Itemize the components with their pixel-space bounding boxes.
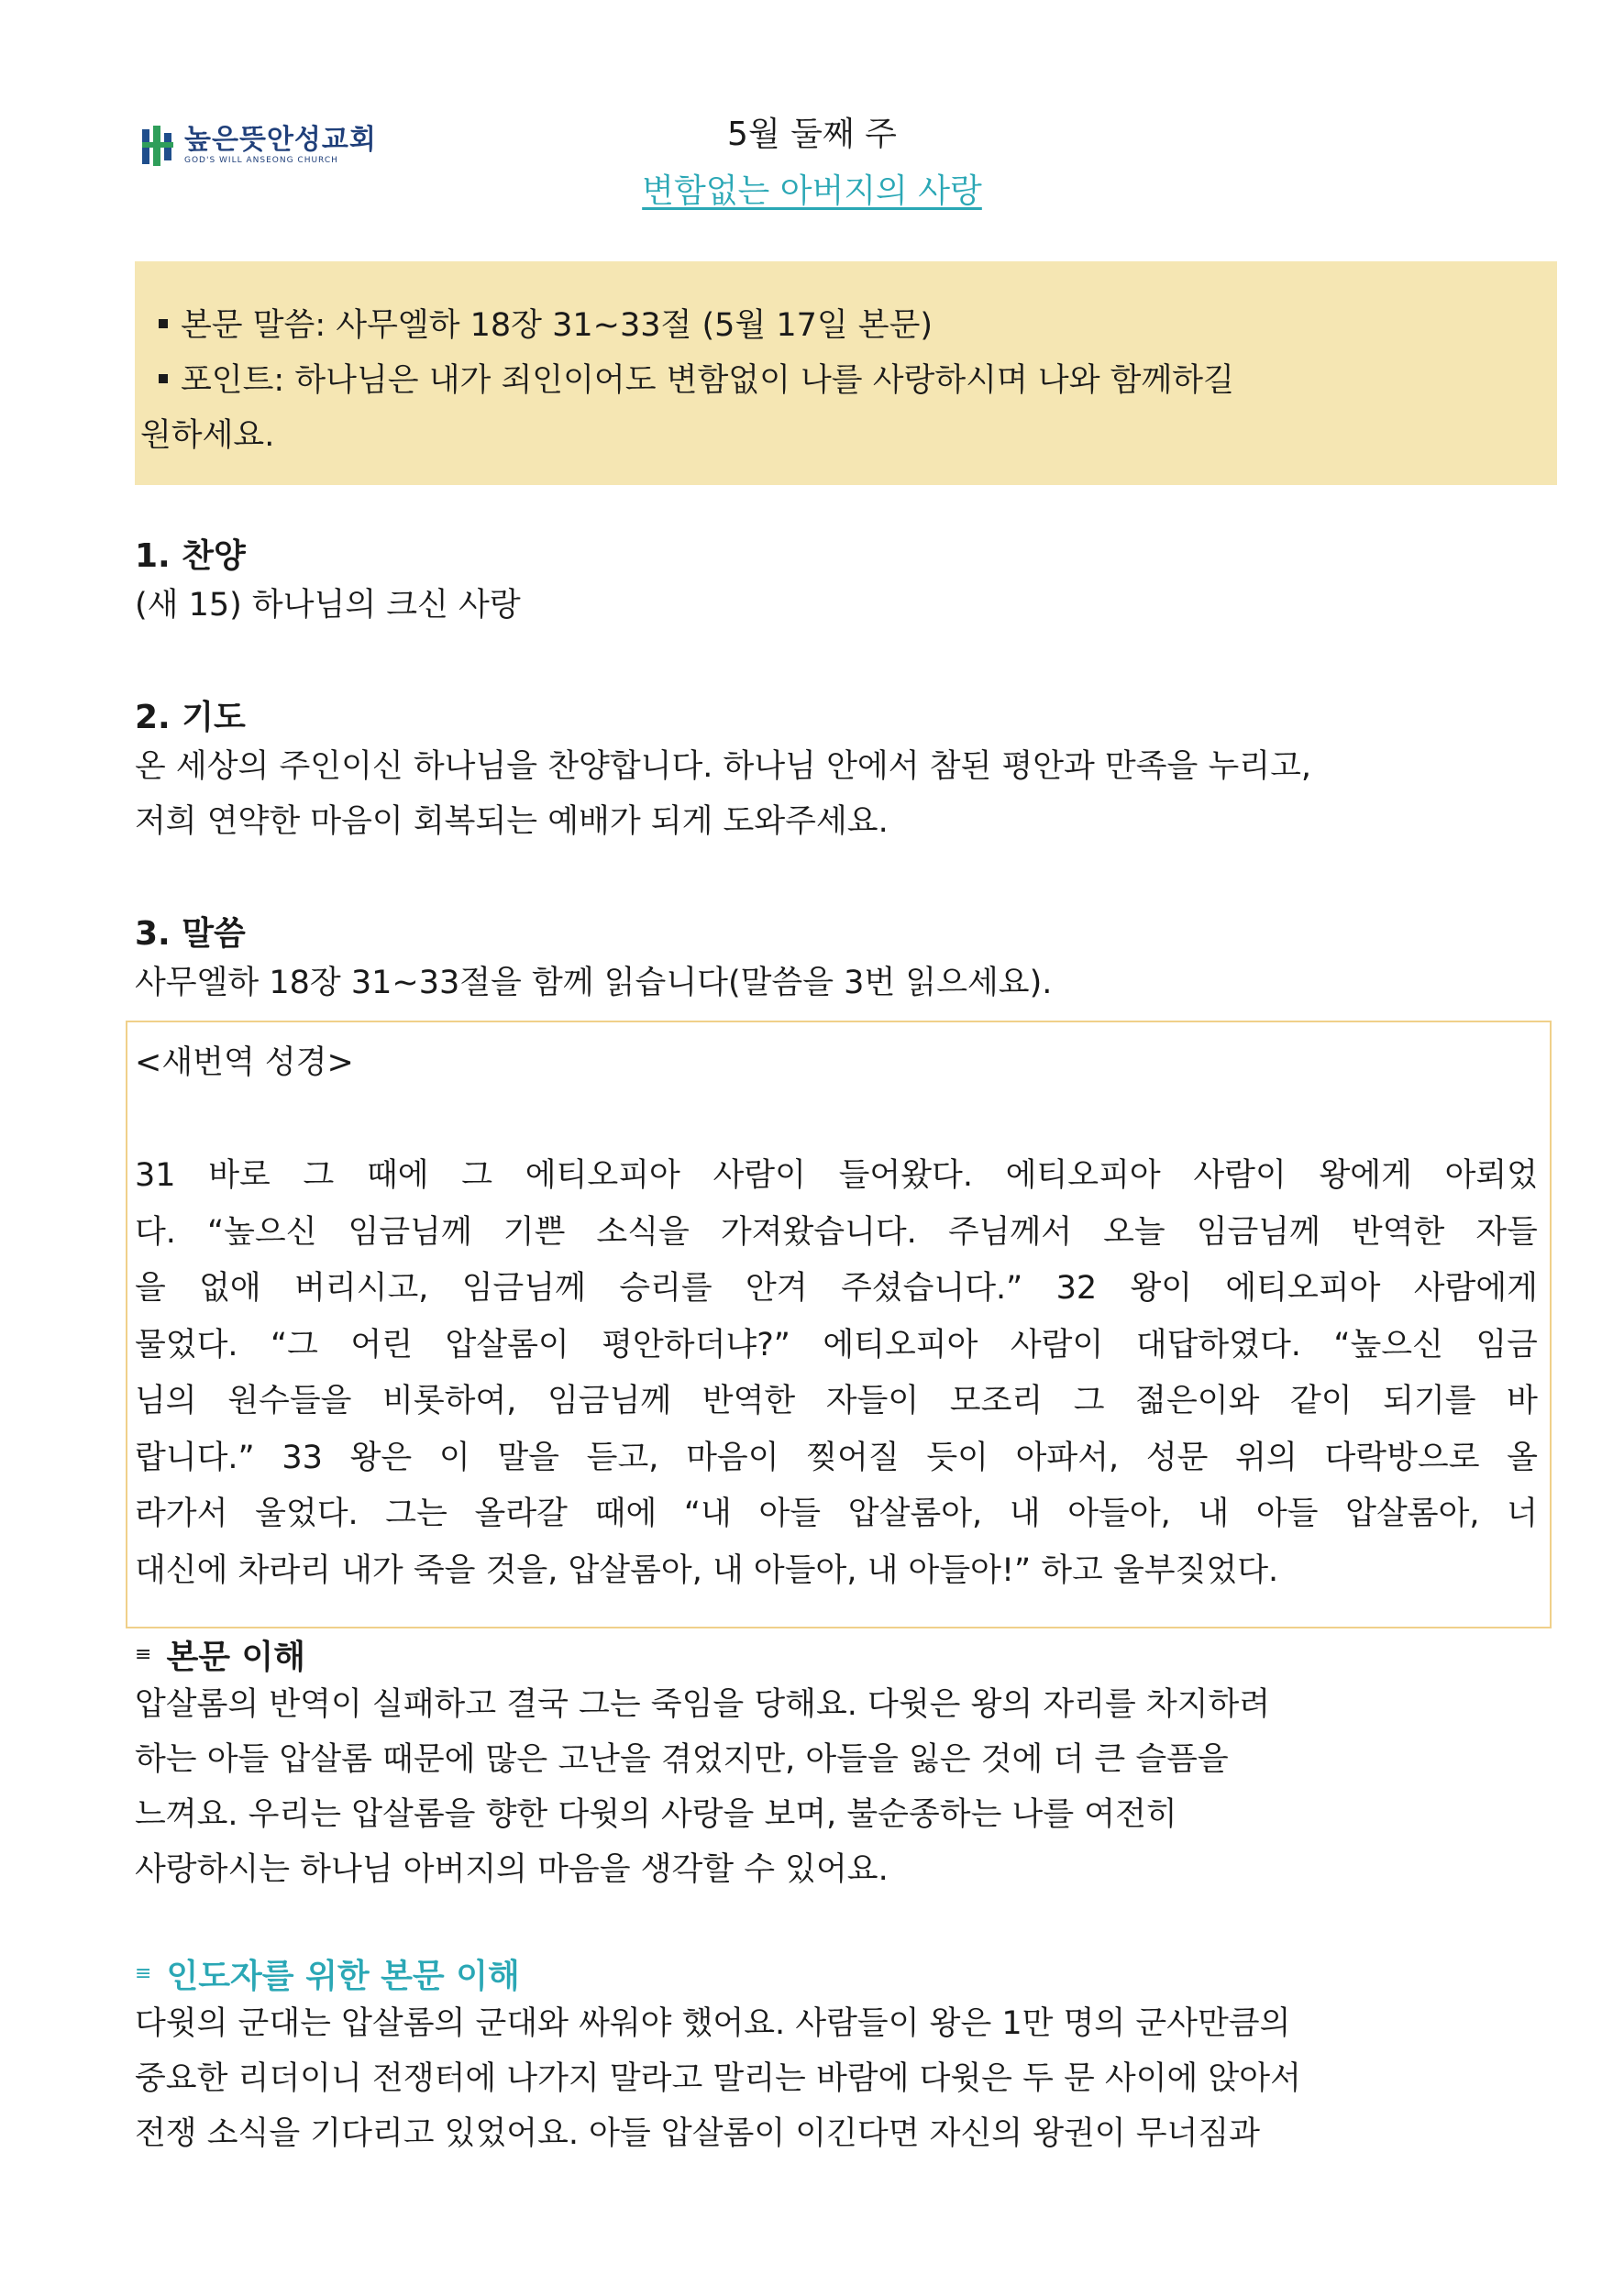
understanding-line: 압살롬의 반역이 실패하고 결국 그는 죽임을 당해요. 다윗은 왕의 자리를 차지하려 xyxy=(135,1686,1271,1723)
scripture-line: 라가서 울었다. 그는 올라갈 때에 “내 아들 압살롬아, 내 아들아, 내 아들 압살롬아, 너 xyxy=(135,1496,1538,1532)
prayer-line-1: 온 세상의 주인이신 하나님을 찬양합니다. 하나님 안에서 참된 평안과 만족을 누리고, xyxy=(135,748,1312,785)
understanding-line: 느껴요. 우리는 압살롬을 향한 다윗의 사랑을 보며, 불순종하는 나를 여전히 xyxy=(135,1796,1177,1833)
word-intro: 사무엘하 18장 31~33절을 함께 읽습니다(말씀을 3번 읽으세요). xyxy=(135,965,1053,1001)
understanding-line: 하는 아들 압살롬 때문에 많은 고난을 겪었지만, 아들을 잃은 것에 더 큰 슬픔을 xyxy=(135,1741,1229,1778)
page-title: 변함없는 아버지의 사랑 xyxy=(642,172,982,210)
leader-heading-text: 인도자를 위한 본문 이해 xyxy=(166,1958,520,1995)
section-heading-word: 3. 말씀 xyxy=(135,915,246,953)
scripture-line: 물었다. “그 어린 압살롬이 평안하더냐?” 에티오피아 사람이 대답하였다. “높으신 임금 xyxy=(135,1326,1538,1363)
understanding-heading xyxy=(135,1631,305,1678)
summary-text-point: 포인트: 하나님은 내가 죄인이어도 변함없이 나를 사랑하시며 나와 함께하길 xyxy=(181,362,1234,399)
week-label: 5월 둘째 주 xyxy=(727,116,897,153)
scripture-box xyxy=(126,1021,1552,1628)
scripture-version: <새번역 성경> xyxy=(135,1044,354,1081)
leader-heading xyxy=(135,1950,520,1997)
bullet-icon xyxy=(159,319,168,328)
summary-text-point-cont: 원하세요. xyxy=(140,417,275,454)
praise-text: (새 15) 하나님의 크신 사랑 xyxy=(135,587,521,624)
menu-icon: ≡ xyxy=(135,1962,152,1985)
scripture-line: 다. “높으신 임금님께 기쁜 소식을 가져왔습니다. 주님께서 오늘 임금님께 반역한 자들 xyxy=(135,1213,1538,1251)
leader-line: 전쟁 소식을 기다리고 있었어요. 아들 압살롬이 이긴다면 자신의 왕권이 무너짐과 xyxy=(135,2115,1260,2152)
menu-icon: ≡ xyxy=(135,1643,152,1666)
summary-box xyxy=(135,261,1557,485)
section-heading-praise: 1. 찬양 xyxy=(135,537,246,575)
scripture-line: 랍니다.” 33 왕은 이 말을 듣고, 마음이 찢어질 듯이 아파서, 성문 위의 다락방으로 올 xyxy=(135,1439,1538,1476)
section-heading-prayer: 2. 기도 xyxy=(135,699,246,736)
understanding-line: 사랑하시는 하나님 아버지의 마음을 생각할 수 있어요. xyxy=(135,1851,889,1888)
scripture-line: 을 없애 버리시고, 임금님께 승리를 안겨 주셨습니다.” 32 왕이 에티오피아 사람에게 xyxy=(135,1270,1538,1307)
bullet-icon xyxy=(159,374,168,383)
understanding-heading-text: 본문 이해 xyxy=(166,1639,306,1676)
scripture-line: 님의 원수들을 비롯하여, 임금님께 반역한 자들이 모조리 그 젊은이와 같이 되기를 바 xyxy=(135,1383,1538,1419)
scripture-line: 대신에 차라리 내가 죽을 것을, 압살롬아, 내 아들아, 내 아들아!” 하고 울부짖었다. xyxy=(135,1551,1279,1589)
leader-line: 중요한 리더이니 전쟁터에 나가지 말라고 말리는 바람에 다윗은 두 문 사이에 앉아서 xyxy=(135,2060,1301,2097)
summary-text-reference: 본문 말씀: 사무엘하 18장 31~33절 (5월 17일 본문) xyxy=(181,307,934,344)
logo-name: 높은뜻안성교회 xyxy=(184,124,377,156)
leader-line: 다윗의 군대는 압살롬의 군대와 싸워야 했어요. 사람들이 왕은 1만 명의 군사만큼의 xyxy=(135,2005,1291,2042)
logo-subtitle: GOD'S WILL ANSEONG CHURCH xyxy=(184,156,338,165)
scripture-line: 31 바로 그 때에 그 에티오피아 사람이 들어왔다. 에티오피아 사람이 왕에게 아뢰었 xyxy=(135,1157,1538,1194)
prayer-line-2: 저희 연약한 마음이 회복되는 예배가 되게 도와주세요. xyxy=(135,803,889,840)
